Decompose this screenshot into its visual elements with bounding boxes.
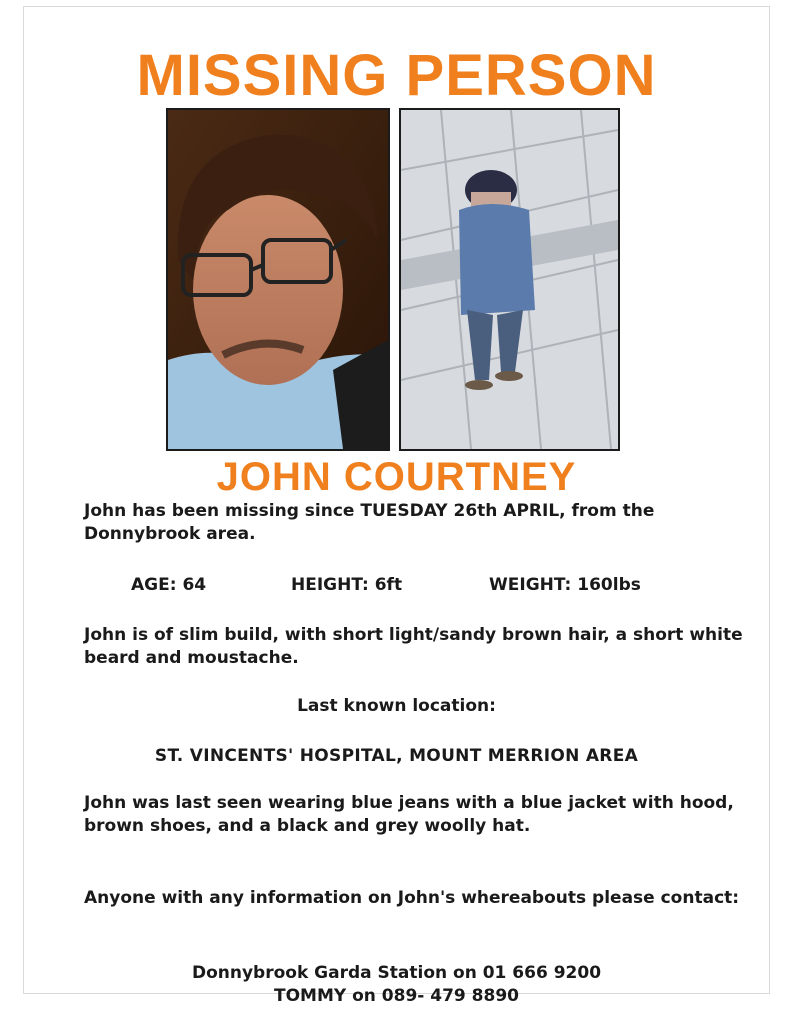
person-name: JOHN COURTNEY bbox=[216, 455, 577, 499]
poster-title: MISSING PERSON bbox=[136, 43, 657, 108]
stats-row bbox=[24, 575, 769, 599]
height-stat: HEIGHT: 6ft bbox=[291, 575, 403, 595]
contact-prompt: Anyone with any information on John's whereabouts please contact: bbox=[84, 888, 740, 908]
age-stat: AGE: 64 bbox=[131, 575, 207, 595]
contact-tommy: TOMMY on 089- 479 8890 bbox=[274, 986, 519, 1006]
missing-person-poster bbox=[23, 6, 770, 1006]
last-known-location: ST. VINCENTS' HOSPITAL, MOUNT MERRION AREA bbox=[154, 746, 639, 766]
missing-since-text: John has been missing since TUESDAY 26th APRIL, from the Donnybrook area. bbox=[84, 501, 655, 544]
clothing-text: John was last seen wearing blue jeans with a blue jacket with hood, brown shoes, and a black and grey woolly hat. bbox=[84, 793, 734, 836]
last-known-label: Last known location: bbox=[297, 696, 496, 716]
weight-stat: WEIGHT: 160lbs bbox=[489, 575, 641, 595]
contact-station: Donnybrook Garda Station on 01 666 9200 bbox=[191, 963, 602, 983]
description-text: John is of slim build, with short light/sandy brown hair, a short white beard and moustache. bbox=[84, 625, 743, 668]
cctv-photo bbox=[399, 108, 620, 451]
portrait-photo bbox=[166, 108, 390, 451]
